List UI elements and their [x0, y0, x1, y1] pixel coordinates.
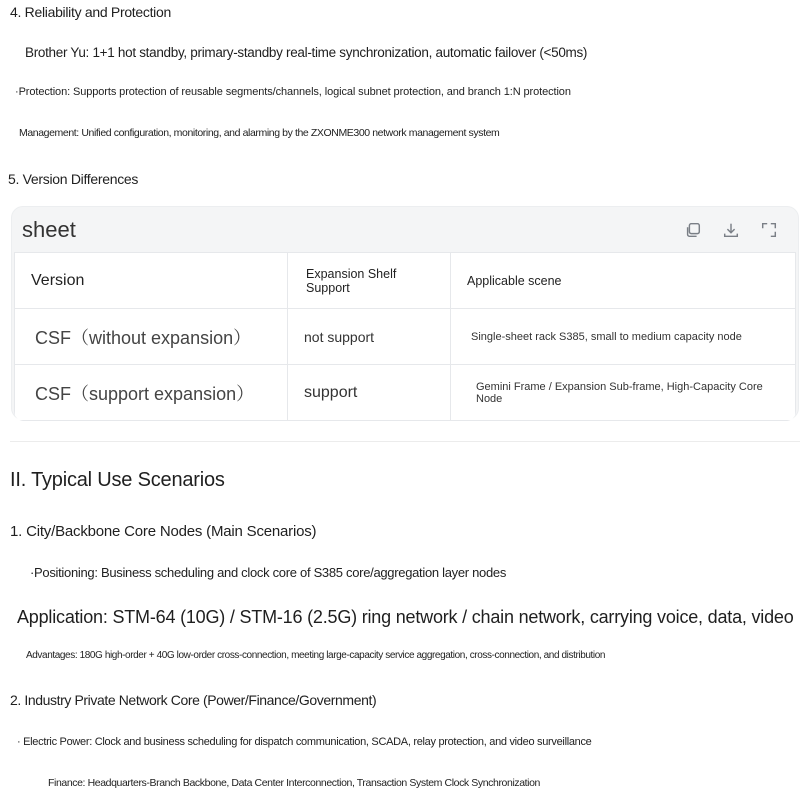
- subsection-heading-industry-network: 2. Industry Private Network Core (Power/Finance/Government): [10, 692, 377, 708]
- cell-expansion-support: support: [288, 365, 451, 421]
- text-line-application: Application: STM-64 (10G) / STM-16 (2.5G) ring network / chain network, carrying voice, data, video: [17, 607, 794, 627]
- copy-icon[interactable]: [682, 219, 704, 241]
- cell-expansion-support: not support: [288, 309, 451, 365]
- section-heading-version-differences: 5. Version Differences: [8, 171, 139, 187]
- download-icon[interactable]: [720, 219, 742, 241]
- text-line-finance: Finance: Headquarters-Branch Backbone, Data Center Interconnection, Transaction System Clock Synchronization: [48, 777, 540, 789]
- text-line-positioning: ·Positioning: Business scheduling and clock core of S385 core/aggregation layer nodes: [30, 565, 507, 580]
- version-table: [14, 252, 796, 421]
- section-divider: [10, 441, 800, 442]
- text-line-hot-standby: Brother Yu: 1+1 hot standby, primary-standby real-time synchronization, automatic failover (<50ms): [25, 45, 588, 60]
- section-heading-reliability: 4. Reliability and Protection: [10, 4, 171, 20]
- text-line-advantages: Advantages: 180G high-order + 40G low-order cross-connection, meeting large-capacity service aggregation, cross-connection, and distribution: [26, 650, 606, 661]
- column-header-applicable-scene: Applicable scene: [451, 253, 796, 309]
- table-row: [15, 365, 796, 421]
- expand-icon[interactable]: [758, 219, 780, 241]
- cell-version: CSF（without expansion）: [15, 309, 288, 365]
- sheet-title: sheet: [22, 217, 76, 242]
- cell-applicable-scene: Gemini Frame / Expansion Sub-frame, High-Capacity Core Node: [451, 365, 796, 421]
- cell-applicable-scene: Single-sheet rack S385, small to medium capacity node: [451, 309, 796, 365]
- text-line-management: Management: Unified configuration, monitoring, and alarming by the ZXONME300 network management system: [19, 127, 500, 139]
- subsection-heading-core-nodes: 1. City/Backbone Core Nodes (Main Scenarios): [10, 523, 317, 540]
- sheet-toolbar: [682, 219, 780, 241]
- column-header-version: Version: [15, 253, 288, 309]
- text-line-electric-power: · Electric Power: Clock and business scheduling for dispatch communication, SCADA, relay protection, and video surveillance: [17, 736, 592, 748]
- sheet-card: [11, 206, 799, 420]
- text-line-protection: ·Protection: Supports protection of reusable segments/channels, logical subnet protection, and branch 1:N protection: [15, 86, 571, 98]
- page-section-title: II. Typical Use Scenarios: [10, 469, 225, 491]
- table-row: [15, 309, 796, 365]
- column-header-expansion-shelf: Expansion Shelf Support: [288, 253, 451, 309]
- table-header-row: [15, 253, 796, 309]
- cell-version: CSF（support expansion）: [15, 365, 288, 421]
